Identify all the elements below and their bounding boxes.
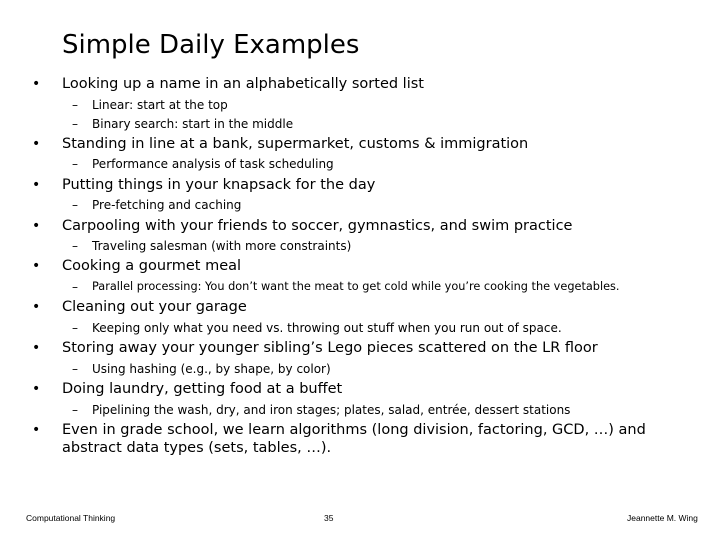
sub-bullet-item: Pre-fetching and caching	[92, 198, 242, 212]
dash-icon: –	[72, 239, 78, 253]
page-number: 35	[324, 513, 334, 523]
sub-bullet-item: Parallel processing: You don’t want the meat to get cold while you’re cooking the vegetables.	[92, 280, 620, 293]
dash-icon: –	[72, 98, 78, 112]
bullet-item: Storing away your younger sibling’s Lego pieces scattered on the LR floor	[62, 340, 598, 356]
dash-icon: –	[72, 362, 78, 376]
bullet-item: Carpooling with your friends to soccer, gymnastics, and swim practice	[62, 218, 573, 234]
sub-bullet-item: Using hashing (e.g., by shape, by color)	[92, 362, 331, 376]
bullet-icon: •	[32, 218, 41, 234]
sub-bullet-item: Keeping only what you need vs. throwing out stuff when you run out of space.	[92, 321, 562, 335]
footer-left: Computational Thinking	[26, 513, 116, 523]
sub-bullet-item: Performance analysis of task scheduling	[92, 157, 334, 171]
dash-icon: –	[72, 117, 78, 131]
sub-bullet-item: Pipelining the wash, dry, and iron stages; plates, salad, entrée, dessert stations	[92, 403, 571, 417]
bullet-item: Standing in line at a bank, supermarket, customs & immigration	[62, 136, 529, 152]
bullet-icon: •	[32, 381, 41, 397]
bullet-icon: •	[32, 340, 41, 356]
footer-author: Jeannette M. Wing	[627, 513, 698, 523]
dash-icon: –	[72, 321, 78, 335]
sub-bullet-item: Traveling salesman (with more constraints)	[92, 239, 352, 253]
bullet-icon: •	[32, 258, 41, 274]
bullet-icon: •	[32, 136, 41, 152]
bullet-item: Looking up a name in an alphabetically sorted list	[62, 76, 424, 92]
bullet-item: Doing laundry, getting food at a buffet	[62, 381, 343, 397]
dash-icon: –	[72, 198, 78, 212]
dash-icon: –	[72, 280, 78, 294]
bullet-icon: •	[32, 177, 41, 193]
sub-bullet-item: Binary search: start in the middle	[92, 117, 294, 131]
dash-icon: –	[72, 157, 78, 171]
bullet-item: Cooking a gourmet meal	[62, 258, 242, 274]
slide-title: Simple Daily Examples	[62, 30, 360, 60]
dash-icon: –	[72, 403, 78, 417]
bullet-icon: •	[32, 422, 41, 438]
bullet-item: Even in grade school, we learn algorithms (long division, factoring, GCD, …) and abstract data types (sets, tables, …).	[62, 422, 646, 456]
bullet-icon: •	[32, 76, 41, 92]
bullet-icon: •	[32, 299, 41, 315]
bullet-item: Cleaning out your garage	[62, 299, 247, 315]
sub-bullet-item: Linear: start at the top	[92, 98, 228, 112]
bullet-item: Putting things in your knapsack for the day	[62, 177, 376, 193]
